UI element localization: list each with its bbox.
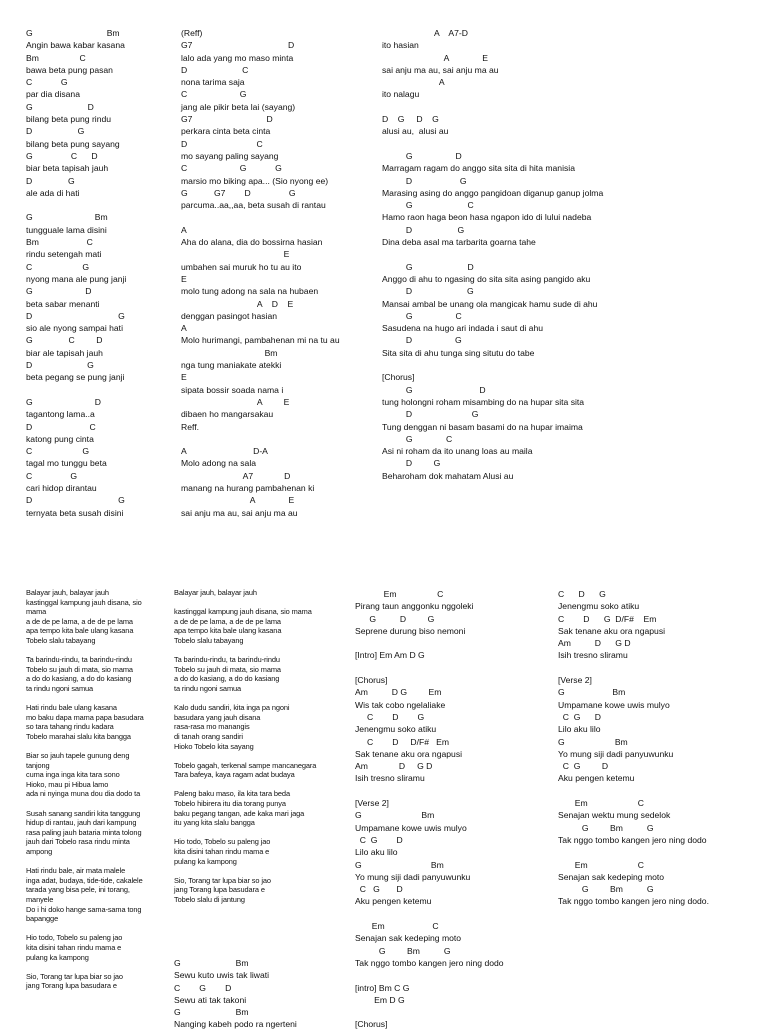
- lyric-line: Sita sita di ahu tunga sing situtu do tabe: [382, 347, 535, 358]
- lyric-line: biar ale tapisah jauh: [26, 347, 103, 358]
- lyric-line: D G: [382, 286, 474, 297]
- lyric-line: Isih tresno sliramu: [558, 650, 628, 661]
- lyric-line: D C: [26, 421, 96, 432]
- lyric-line: bawa beta pung pasan: [26, 64, 113, 75]
- lyric-line: G Bm G: [558, 822, 654, 833]
- lyric-line: Tak nggo tombo kangen jero ning dodo: [355, 957, 504, 968]
- lyric-line: C G D: [558, 711, 601, 722]
- lyric-line: Sasudena na hugo ari indada i saut di ahu: [382, 323, 544, 334]
- lyric-line: C G D: [174, 982, 232, 993]
- stanza-gap: [558, 846, 709, 858]
- lyric-line: tanjong: [26, 760, 50, 770]
- lyric-line: D G: [382, 335, 462, 346]
- top-column-3: [382, 27, 603, 482]
- stanza-gap: [174, 646, 316, 656]
- lyric-line: [intro] Bm C G: [355, 982, 410, 993]
- lyric-line: jauh dari Tobelo rasa rindu minta: [26, 837, 130, 847]
- lyric-line: manang na hurang pambahenan ki: [181, 482, 315, 493]
- lyric-line: G Bm: [355, 859, 444, 870]
- lyric-line: A D-A: [181, 446, 268, 457]
- lyric-line: sipata bossir soada nama i: [181, 384, 284, 395]
- lyric-line: Seprene durung biso nemoni: [355, 625, 466, 636]
- lyric-line: Em C: [355, 589, 444, 599]
- lyric-line: itu yang kita slalu bangga: [174, 818, 255, 828]
- stanza-gap: [382, 248, 603, 260]
- lyric-line: E: [181, 273, 187, 284]
- stanza-gap: [174, 828, 316, 838]
- lyric-line: Tobelo gagah, terkenal sampe mancanegara: [174, 760, 317, 770]
- lyric-line: tagantong lama..a: [26, 409, 95, 420]
- lyric-line: C D G: [355, 711, 425, 722]
- lyric-line: Tobelo slalu tabayang: [26, 635, 96, 645]
- lyric-line: Balayar jauh, balayar jauh: [26, 588, 109, 597]
- lyric-line: A E: [181, 396, 290, 407]
- lyric-line: Em C: [355, 921, 439, 932]
- lyric-line: Tak nggo tombo kangen jero ning dodo.: [558, 896, 709, 907]
- stanza-gap: [181, 433, 340, 445]
- lyric-line: pulang ka kampong: [174, 856, 237, 866]
- lyric-line: (Reff): [181, 28, 203, 38]
- lyric-line: umbahen sai muruk ho tu au ito: [181, 261, 302, 272]
- lyric-line: C G D: [558, 761, 609, 772]
- stanza-gap: [355, 908, 504, 920]
- lyric-line: Aku pengen ketemu: [355, 896, 432, 907]
- lyric-line: lalo ada yang mo maso minta: [181, 52, 294, 63]
- lyric-line: Reff.: [181, 421, 199, 432]
- lyric-line: a do do kasiang, a do do kasiang: [26, 674, 132, 684]
- lyric-line: par dia disana: [26, 89, 80, 100]
- lyric-line: ta rindu ngoni samua: [26, 683, 94, 693]
- lyric-line: Em C: [558, 859, 644, 870]
- lyric-line: cari hidop dirantau: [26, 482, 97, 493]
- lyric-line: G7 D: [181, 40, 295, 51]
- lyric-line: Wis tak cobo ngelaliake: [355, 699, 446, 710]
- lyric-line: D G: [26, 495, 125, 506]
- lyric-line: Sio, Torang tar lupa biar so jao: [174, 875, 271, 885]
- lyric-line: hidup di rantau, jauh dari kampung: [26, 818, 137, 828]
- lyric-line: Bm C: [26, 237, 93, 248]
- lyric-line: Molo hurimangi, pambahenan mi na tu au: [181, 335, 340, 346]
- lyric-line: jang Torang lupa basudara e: [26, 981, 117, 991]
- lyric-line: Tung denggan ni basam basami do na hupar imaima: [382, 421, 583, 432]
- lyric-line: C G D: [355, 884, 403, 895]
- lyric-line: jang Torang lupa basudara e: [174, 885, 265, 895]
- lyric-line: Kalo dudu sandiri, kita inga pa ngoni: [174, 703, 290, 713]
- stanza-gap: [355, 1006, 504, 1018]
- lyric-line: beta pegang se pung janji: [26, 372, 125, 383]
- lyric-line: G C: [382, 200, 474, 211]
- lyric-line: cuma inga inga kita tara sono: [26, 770, 120, 780]
- lyric-line: sio ale nyong sampai hati: [26, 323, 123, 334]
- lyric-line: nona tarima saja: [181, 77, 245, 88]
- lyric-line: A A7-D: [382, 28, 468, 38]
- lyric-line: C G: [26, 261, 90, 272]
- lyric-line: Sewu kuto uwis tak liwati: [174, 970, 270, 981]
- bottom-column-4: [558, 588, 709, 908]
- lyric-line: tarada yang bisa pele, ini torang,: [26, 885, 130, 895]
- lyric-line: G D: [382, 150, 462, 161]
- lyric-line: Dina deba asal ma tarbarita goarna tahe: [382, 237, 536, 248]
- top-column-2: [181, 27, 340, 519]
- stanza-gap: [174, 598, 316, 608]
- lyric-line: Hati rindu bale, air mata malele: [26, 866, 126, 876]
- lyric-line: nyong mana ale pung janji: [26, 273, 127, 284]
- lyric-line: sai anju ma au, sai anju ma au: [382, 64, 499, 75]
- lyric-line: Tobelo su jauh di mata, sio mama: [26, 664, 133, 674]
- lyric-line: Yo mung siji dadi panyuwunku: [355, 871, 471, 882]
- lyric-line: A E: [181, 495, 295, 506]
- lyric-line: A7 D: [181, 470, 291, 481]
- lyric-line: G D: [26, 101, 94, 112]
- lyric-line: Biar so jauh tapele gunung deng: [26, 751, 130, 761]
- stanza-gap: [558, 785, 709, 797]
- stanza-gap: [382, 101, 603, 113]
- lyric-line: Hioko Tobelo kita sayang: [174, 741, 254, 751]
- lyric-line: D G D G: [382, 114, 439, 125]
- lyric-line: Ta barindu-rindu, ta barindu-rindu: [26, 655, 132, 665]
- stanza-gap: [26, 384, 126, 396]
- lyric-line: Tobelo marahai slalu kita bangga: [26, 731, 131, 741]
- lyric-line: G Bm: [355, 810, 435, 821]
- lyric-line: G G7 D G: [181, 187, 296, 198]
- lyric-line: C D G D/F# Em: [558, 613, 657, 624]
- stanza-gap: [174, 694, 316, 704]
- lyric-line: Am D G Em: [355, 687, 442, 698]
- lyric-line: Em D G: [355, 994, 405, 1005]
- lyric-line: mo baku dapa mama papa basudara: [26, 712, 144, 722]
- lyric-line: Yo mung siji dadi panyuwunku: [558, 748, 674, 759]
- stanza-gap: [382, 138, 603, 150]
- stanza-gap: [174, 866, 316, 876]
- lyric-line: C G: [26, 446, 90, 457]
- lyric-line: [Chorus]: [355, 1019, 388, 1030]
- stanza-gap: [355, 637, 504, 649]
- lyric-line: Tobelo slalu di jantung: [174, 895, 245, 904]
- lyric-line: C G: [181, 89, 247, 100]
- lyric-line: Pirang taun anggonku nggoleki: [355, 601, 474, 612]
- lyric-line: ta rindu ngoni samua: [174, 683, 242, 693]
- lyric-line: kastinggal kampung jauh disana, sio: [26, 597, 142, 607]
- lyric-line: G Bm G: [558, 884, 654, 895]
- lyric-line: kastinggal kampung jauh disana, sio mama: [174, 607, 312, 617]
- lyric-line: so tara tahang rindu kadara: [26, 722, 114, 732]
- lyric-line: Senajan wektu mung sedelok: [558, 810, 671, 821]
- stanza-gap: [26, 694, 144, 704]
- lyric-line: Sewu ati tak takoni: [174, 994, 247, 1005]
- lyric-line: A: [382, 77, 445, 88]
- stanza-gap: [355, 662, 504, 674]
- lyric-line: Tara bafeya, kaya ragam adat budaya: [174, 770, 295, 780]
- lyric-line: alusi au, alusi au: [382, 126, 449, 137]
- lyric-line: C G D: [355, 834, 403, 845]
- lyric-line: Ta barindu-rindu, ta barindu-rindu: [174, 655, 280, 665]
- lyric-line: A: [181, 224, 187, 235]
- lyric-line: Sak tenane aku ora ngapusi: [558, 625, 666, 636]
- lyric-line: ternyata beta susah disini: [26, 507, 124, 518]
- bottom-column-2: [174, 588, 316, 905]
- lyric-line: mama: [26, 607, 47, 617]
- lyric-line: Lilo aku lilo: [355, 847, 398, 858]
- lyric-line: di tanah orang sandiri: [174, 731, 243, 741]
- lyric-line: bapangge: [26, 914, 59, 924]
- lyric-line: rindu setengah mati: [26, 249, 102, 260]
- lyric-line: Senajan sak kedeping moto: [558, 871, 665, 882]
- lyric-line: G7 D: [181, 114, 273, 125]
- lyric-line: D C: [181, 138, 263, 149]
- lyric-line: Sak tenane aku ora ngapusi: [355, 748, 463, 759]
- lyric-line: D G: [26, 126, 85, 137]
- stanza-gap: [174, 780, 316, 790]
- lyric-line: [Verse 2]: [558, 675, 592, 686]
- lyric-line: Bm C: [26, 52, 86, 63]
- lyric-line: Umpamane kowe uwis mulyo: [355, 822, 467, 833]
- lyric-line: G D G: [355, 613, 435, 624]
- lyric-line: Jenengmu soko atiku: [355, 724, 437, 735]
- lyric-line: Beharoham dok mahatam Alusi au: [382, 470, 514, 481]
- lyric-line: jang ale pikir beta lai (sayang): [181, 101, 296, 112]
- stanza-gap: [382, 359, 603, 371]
- lyric-line: tung holongni roham misambing do na hupar sita sita: [382, 396, 585, 407]
- lyric-line: biar beta tapisah jauh: [26, 163, 109, 174]
- bottom-column-2-chords: [174, 957, 297, 1031]
- lyric-line: Tak nggo tombo kangen jero ning dodo: [558, 834, 707, 845]
- lyric-line: Hati rindu bale ulang kasana: [26, 703, 117, 713]
- lyric-line: G C D: [26, 335, 103, 346]
- bottom-lyrics-sheet: [0, 585, 768, 1030]
- stanza-gap: [355, 969, 504, 981]
- stanza-gap: [355, 785, 504, 797]
- lyric-line: a de de pe lama, a de de pe lama: [174, 616, 281, 626]
- stanza-gap: [26, 857, 144, 867]
- lyric-line: bilang beta pung sayang: [26, 138, 120, 149]
- lyric-line: Lilo aku lilo: [558, 724, 601, 735]
- stanza-gap: [26, 742, 144, 752]
- lyric-line: Senajan sak kedeping moto: [355, 933, 462, 944]
- lyric-line: a de de pe lama, a de de pe lama: [26, 616, 133, 626]
- lyric-line: ito nalagu: [382, 89, 420, 100]
- lyric-line: apa tempo kita bale ulang kasana: [26, 626, 134, 636]
- bottom-column-1: [26, 588, 144, 991]
- lyric-line: Sio, Torang tar lupa biar so jao: [26, 971, 123, 981]
- lyric-line: baku pegang tangan, ade kaka mari jaga: [174, 808, 305, 818]
- stanza-gap: [26, 924, 144, 934]
- lyric-line: nga tung maniakate atekki: [181, 360, 282, 371]
- lyric-line: kita disini tahan rindu mama e: [174, 847, 270, 857]
- lyric-line: [Intro] Em Am D G: [355, 650, 425, 661]
- lyric-line: rasa-rasa mo manangis: [174, 722, 250, 732]
- lyric-line: basudara yang jauh disana: [174, 712, 261, 722]
- lyric-line: G D: [382, 261, 474, 272]
- lyric-line: C G G: [181, 163, 282, 174]
- lyric-line: rasa paling jauh bataria minta tolong: [26, 827, 142, 837]
- lyric-line: Marragam ragam do anggo sita sita di hita manisia: [382, 163, 575, 174]
- lyric-line: G Bm: [174, 958, 249, 968]
- lyric-line: marsio mo biking apa... (Sio nyong ee): [181, 175, 329, 186]
- lyric-line: G C D: [26, 150, 98, 161]
- lyric-line: G Bm: [558, 687, 626, 698]
- lyric-line: Aha do alana, dia do bossirna hasian: [181, 237, 323, 248]
- lyric-line: ampong: [26, 847, 53, 857]
- stanza-gap: [558, 662, 709, 674]
- stanza-gap: [174, 751, 316, 761]
- lyric-line: [Chorus]: [382, 372, 415, 383]
- lyric-line: Tobelo hibirera itu dia torang punya: [174, 799, 286, 809]
- lyric-line: Asi ni roham da ito unang loas au maila: [382, 446, 533, 457]
- lyric-line: Tobelo slalu tabayang: [174, 635, 244, 645]
- lyric-line: pulang ka kampong: [26, 952, 89, 962]
- lyric-line: bilang beta pung rindu: [26, 114, 112, 125]
- lyric-line: A E: [382, 52, 489, 63]
- lyric-line: Em C: [558, 798, 644, 809]
- lyric-line: beta sabar menanti: [26, 298, 100, 309]
- lyric-line: E: [181, 249, 290, 260]
- lyric-line: Hio todo, Tobelo su paleng jao: [174, 837, 271, 847]
- lyric-line: Isih tresno sliramu: [355, 773, 425, 784]
- lyric-line: G Bm: [26, 28, 120, 38]
- lyric-line: apa tempo kita bale ulang kasana: [174, 626, 282, 636]
- lyric-line: D G: [382, 224, 465, 235]
- stanza-gap: [26, 646, 144, 656]
- lyric-line: a do do kasiang, a do do kasiang: [174, 674, 280, 684]
- lyric-line: Balayar jauh, balayar jauh: [174, 588, 257, 597]
- stanza-gap: [181, 211, 340, 223]
- lyric-line: Susah sanang sandiri kita tanggung: [26, 808, 141, 818]
- lyric-line: D G: [26, 175, 75, 186]
- lyric-line: Tobelo su jauh di mata, sio mama: [174, 664, 281, 674]
- lyric-line: Am D G D: [355, 761, 433, 772]
- lyric-line: denggan pasingot hasian: [181, 310, 278, 321]
- lyric-line: katong pung cinta: [26, 433, 94, 444]
- lyric-line: C G: [26, 470, 78, 481]
- lyric-line: D G: [382, 409, 479, 420]
- lyric-line: tagal mo tunggu beta: [26, 458, 107, 469]
- lyric-line: Aku pengen ketemu: [558, 773, 635, 784]
- bottom-column-3: [355, 588, 504, 1031]
- lyric-line: C G: [26, 77, 68, 88]
- lyric-line: G Bm: [558, 736, 628, 747]
- lyric-line: Nanging kabeh podo ra ngerteni: [174, 1019, 297, 1030]
- lyric-line: Angin bawa kabar kasana: [26, 40, 125, 51]
- lyric-line: C D D/F# Em: [355, 736, 450, 747]
- lyric-line: G C: [382, 433, 453, 444]
- lyric-line: G D: [26, 396, 101, 407]
- stanza-gap: [26, 199, 126, 211]
- lyric-line: Molo adong na sala: [181, 458, 257, 469]
- lyric-line: sai anju ma au, sai anju ma au: [181, 507, 298, 518]
- lyric-line: ale ada di hati: [26, 187, 80, 198]
- lyric-line: D G: [26, 360, 94, 371]
- lyric-line: Mansai ambal be unang ola mangicak hamu sude di ahu: [382, 298, 598, 309]
- lyric-line: Umpamane kowe uwis mulyo: [558, 699, 670, 710]
- lyric-line: kita disini tahan rindu mama e: [26, 942, 122, 952]
- lyric-line: Bm: [181, 347, 278, 358]
- lyric-line: parcuma..aa,,aa, beta susah di rantau: [181, 200, 326, 211]
- lyric-line: Hio todo, Tobelo su paleng jao: [26, 933, 123, 943]
- lyric-line: D C: [181, 64, 249, 75]
- lyric-line: Anggo di ahu to ngasing do sita sita asing pangido aku: [382, 273, 591, 284]
- stanza-gap: [26, 799, 144, 809]
- lyric-line: G Bm G: [355, 945, 451, 956]
- top-column-1: [26, 27, 126, 519]
- lyric-line: D G: [382, 458, 441, 469]
- lyric-line: Marasing asing do anggo pangidoan diganup ganup jolma: [382, 187, 604, 198]
- lyric-line: Jenengmu soko atiku: [558, 601, 640, 612]
- lyric-line: perkara cinta beta cinta: [181, 126, 271, 137]
- lyric-line: A: [181, 323, 187, 334]
- lyric-line: G C: [382, 310, 462, 321]
- lyric-line: Do i hi doko hange sama-sama tong: [26, 904, 142, 914]
- lyric-line: ito hasian: [382, 40, 419, 51]
- lyric-line: inga adat, budaya, tide-tide, cakalele: [26, 875, 143, 885]
- lyric-line: D G: [382, 175, 467, 186]
- lyric-line: Hamo raon haga beon hasa ngapon ido di lului nadeba: [382, 212, 592, 223]
- lyric-line: tungguale lama disini: [26, 224, 107, 235]
- lyric-line: E: [181, 372, 187, 383]
- lyric-line: manyele: [26, 895, 54, 904]
- lyric-line: D G: [26, 310, 125, 321]
- lyric-line: [Verse 2]: [355, 798, 389, 809]
- lyric-line: Paleng baku maso, ila kita tara beda: [174, 789, 290, 799]
- lyric-line: C D G: [558, 589, 606, 599]
- lyric-line: [Chorus]: [355, 675, 388, 686]
- lyric-line: dibaen ho mangarsakau: [181, 409, 274, 420]
- lyric-line: G Bm: [174, 1007, 249, 1018]
- lyric-line: G D: [382, 384, 486, 395]
- lyric-line: Am D G D: [558, 638, 631, 649]
- lyric-line: molo tung adong na sala na hubaen: [181, 286, 319, 297]
- stanza-gap: [26, 962, 144, 972]
- lyric-line: mo sayang paling sayang: [181, 150, 279, 161]
- lyric-line: ada ni nyinga muna dou dia dodo ta: [26, 789, 141, 799]
- lyric-line: Hioko, mau pi Hibua lamo: [26, 779, 109, 789]
- lyric-line: G Bm: [26, 212, 108, 223]
- lyric-line: G D: [26, 286, 92, 297]
- lyric-line: A D E: [181, 298, 294, 309]
